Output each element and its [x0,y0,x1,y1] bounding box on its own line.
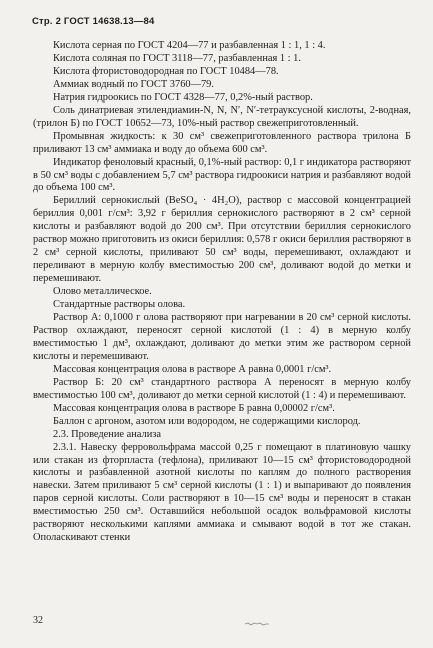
standard-tin-solutions: Стандартные растворы олова. [53,299,186,311]
document-body [33,40,411,545]
page-header: Стр. 2 ГОСТ 14638.13—84 [32,16,155,27]
gas-cylinder: Баллон с аргоном, азотом или водородом, не содержащими кислород. [53,415,361,427]
reagent-hydrochloric-acid: Кислота соляная по ГОСТ 3118—77, разбавленная 1 : 1. [53,52,301,64]
reagent-sulfuric-acid: Кислота серная по ГОСТ 4204—77 и разбавленная 1 : 1, 1 : 4. [53,40,326,51]
wash-liquid: Промывная жидкость: к 30 см³ свежеприготовленного раствора трилона Б приливают 13 см³ аммиака и воду до объема 600 см³. [33,130,411,155]
solution-b: Раствор Б: 20 см³ стандартного раствора А переносят в мерную колбу вместимостью 100 см³, доливают до метки серной кислотой (1 : 4) и перемешивают. [33,376,411,401]
solution-a: Раствор А: 0,1000 г олова растворяют при нагревании в 20 см³ серной кислоты. Раствор охлаждают, переносят серной кислотой (1 : 4) в мерную колбу вместимостью 1 дм³, охлаждают, доливают до метки этим же раствором серной кислоты и перемешивают. [33,312,411,362]
solution-b-concentration: Массовая концентрация олова в растворе Б равна 0,00002 г/см³. [53,402,335,414]
page-number: 32 [33,615,43,626]
reagent-sodium-hydroxide: Натрия гидроокись по ГОСТ 4328—77, 0,2%-ный раствор. [53,91,313,103]
procedure-2-3-1: 2.3.1. Навеску ферровольфрама массой 0,25 г помещают в платиновую чашку или стакан из фторпласта (тефлона), приливают 10—15 см³ фтористоводородной кислоты и разбавленной азотной кислоты по каплям до полного растворения навески. Затем приливают 5 см³ серной кислоты (1 : 1) и выпаривают до появления паров серной кислоты. Соли растворяют в 10—15 см³ воды и переносят в стакан вместимостью 250 см³. Оставшийся небольшой осадок вольфрамовой кислоты растворяют несколькими каплями аммиака и смывают водой в тот же стакан. Ополаскивают стенки [33,441,411,544]
solution-a-concentration: Массовая концентрация олова в растворе А равна 0,0001 г/см³. [53,363,332,375]
metallic-tin: Олово металлическое. [53,286,152,298]
beryllium-sulfate-solution: Бериллий сернокислый (BeSO₄ · 4H₂O), раствор с массовой концентрацией бериллия 0,001 г/см³: 3,92 г бериллия сернокислого растворяют в 2 см³ серной кислоты и разбавляют водой до 200 см³. При отсутствии бериллия сернокислого раствор можно приготовить из окиси бериллия: 0,578 г окиси бериллия растворяют в 2 см³ серной кислоты, приливают 50 см³ воды, перемешивают, охлаждают и переливают в мерную колбу вместимостью 200 см³, доливают водой до метки и перемешивают. [33,195,411,285]
reagent-trilon-b: Соль динатриевая этилендиамин-N, N, N′, N′-тетрауксусной кислоты, 2-водная, (трилон Б) по ГОСТ 10652—73, 10%-ный раствор свежеприготовленный. [33,104,411,129]
reagent-hydrofluoric-acid: Кислота фтористоводородная по ГОСТ 10484—78. [53,65,279,77]
scan-smudge [244,622,270,626]
section-heading-analysis: 2.3. Проведение анализа [53,428,161,440]
indicator-phenol-red: Индикатор феноловый красный, 0,1%-ный раствор: 0,1 г индикатора растворяют в 50 см³ воды с добавлением 5,7 см³ раствора гидроокиси натрия и разбавляют водой до объема 100 см³. [33,156,411,194]
reagent-ammonia: Аммиак водный по ГОСТ 3760—79. [53,78,214,90]
